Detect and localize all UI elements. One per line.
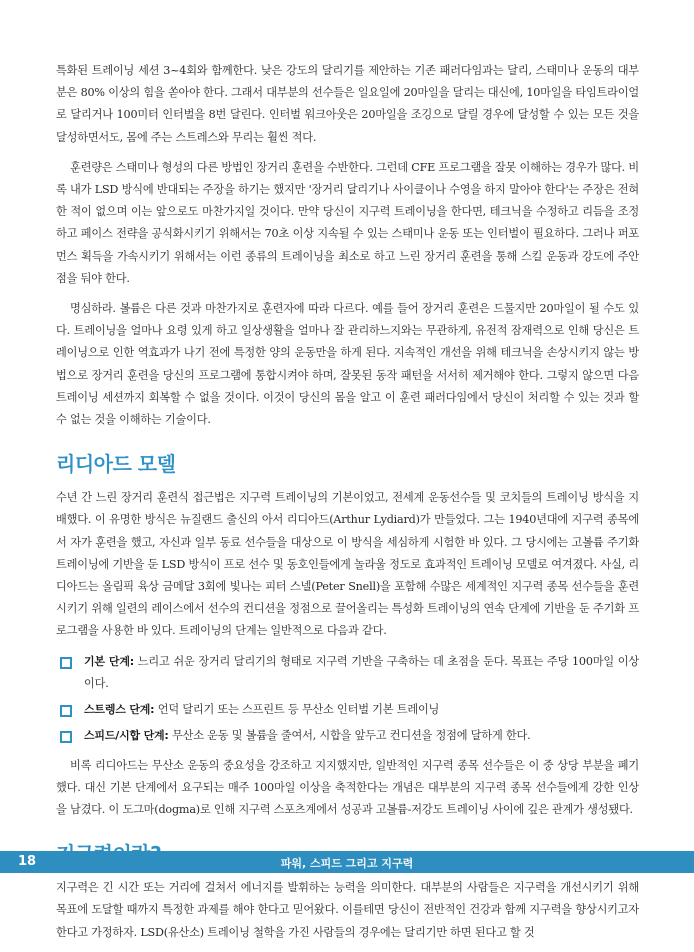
square-bullet-icon: [60, 705, 72, 717]
body-paragraph: 지구력은 긴 시간 또는 거리에 걸쳐서 에너지를 발휘하는 능력을 의미한다. 대부분의 사람들은 지구력을 개선시키기 위해 목표에 도달할 때까지 특정한 과제를 해야 한다고 믿어왔다. 이를테면 당신이 전반적인 건강과 함께 지구력을 향상시키고자 한다고 가정하자. LSD(유산소) 트레이닝 철학을 가진 사람들의 경우에는 달리기만 하면 된다고 할 것: [56, 881, 639, 939]
section-heading-lydiard: 리디아드 모델: [56, 452, 176, 477]
footer-title: 파워, 스피드 그리고 지구력: [280, 857, 414, 870]
list-item: [56, 699, 639, 721]
list-item-text: 무산소 운동 및 볼륨을 줄여서, 시합을 앞두고 컨디션을 정점에 달하게 한다.: [168, 728, 531, 742]
list-item: [56, 651, 639, 695]
body-paragraph: 특화된 트레이닝 세션 3~4회와 함께한다. 낮은 강도의 달리기를 제안하는 기존 패러다임과는 달리, 스태미나 운동의 대부분은 80% 이상의 힘을 쏟아야 한다. 그래서 대부분의 선수들은 일요일에 20마일을 달리는 대신에, 10마일을 타임트라이얼로 달리거나 100미터 인터벌을 8번 달린다. 인터벌 워크아웃은 20마일을 조깅으로 달릴 경우에 달성할 수 있는 모든 것을 달성하면서도, 몸에 주는 스트레스와 무리는 훨씬 적다.: [56, 64, 639, 144]
body-paragraph: 명심하라. 볼륨은 다른 것과 마찬가지로 훈련자에 따라 다르다. 예를 들어 장거리 훈련은 드물지만 20마일이 될 수도 있다. 트레이닝을 얼마나 요령 있게 하고 일상생활을 얼마나 잘 관리하느지와는 무관하게, 유전적 잠재력으로 인해 당신은 트레이닝으로 인한 역효과가 나기 전에 특정한 양의 운동만을 하게 된다. 지속적인 개선을 위해 테크닉을 손상시키지 않는 방법으로 장거리 훈련을 당신의 프로그램에 통합시켜야 하며, 잘못된 동작 패턴을 서서히 제거해야 한다. 그렇지 않으면 다음 트레이닝 세션까지 회복할 수 없을 것이다. 이것이 당신의 몸을 알고 이 훈련 패러다임에서 당신이 처리할 수 있는 것과 할 수 없는 것을 이해하는 기술이다.: [56, 302, 639, 427]
square-bullet-icon: [60, 731, 72, 743]
page-number: 18: [18, 854, 37, 869]
list-item-text: 언덕 달리기 또는 스프린트 등 무산소 인터벌 기본 트레이닝: [154, 702, 440, 716]
body-paragraph: 수년 간 느린 장거리 훈련식 접근법은 지구력 트레이닝의 기본이었고, 전세계 운동선수들 및 코치들의 트레이닝 방식을 지배했다. 이 유명한 방식은 뉴질랜드 출신의 아서 리디아드(Arthur Lydiard)가 만들었다. 그는 1940년대에 지구력 종목에서 자가 훈련을 했고, 자신과 일부 동료 선수들을 대상으로 이 방식을 세심하게 시험한 바 있다. 그 당시에는 고볼륨 주기화 트레이닝에 기반을 둔 LSD 방식이 프로 선수 및 동호인들에게 놀라울 정도로 효과적인 트레이닝 모델로 여겨졌다. 사실, 리디아드는 올림픽 육상 금메달 3회에 빛나는 피터 스넬(Peter Snell)을 포함해 수많은 세계적인 지구력 종목 선수들을 훈련시키기 위해 일련의 레이스에서 선수의 컨디션을 정점으로 끌어올리는 특성화 트레이닝의 연속 단계에 기반을 둔 주기화 프로그램을 사용한 바 있다. 트레이닝의 단계는 일반적으로 다음과 같다.: [56, 491, 639, 638]
square-bullet-icon: [60, 657, 72, 669]
page-footer: [0, 851, 694, 873]
page-content: [56, 60, 639, 952]
list-item-term: 스트렝스 단계:: [84, 702, 155, 716]
list-item: [56, 725, 639, 747]
list-item-term: 기본 단계:: [84, 654, 134, 668]
phase-list: [56, 651, 639, 747]
body-paragraph: 비록 리디아드는 무산소 운동의 중요성을 강조하고 지지했지만, 일반적인 지구력 종목 선수들은 이 중 상당 부분을 폐기했다. 대신 기본 단계에서 요구되는 매주 100마일 이상을 축적한다는 개념은 대부분의 지구력 종목 선수들에게 강한 인상을 남겼다. 이 도그마(dogma)로 인해 지구력 스포츠계에서 성공과 고볼륨-저강도 트레이닝 사이에 깊은 관계가 생성됐다.: [56, 758, 639, 817]
body-paragraph: 훈련량은 스태미나 형성의 다른 방법인 장거리 훈련을 수반한다. 그런데 CFE 프로그램을 잘못 이해하는 경우가 많다. 비록 내가 LSD 방식에 반대되는 주장을 하기는 했지만 '장거리 달리기나 사이클이나 수영을 하지 말아야 한다'는 주장은 전혀 한 적이 없으며 이는 앞으로도 마찬가지일 것이다. 만약 당신이 지구력 트레이닝을 한다면, 테크닉을 수정하고 리듬을 조정하고 페이스 전략을 공식화시키기 위해서는 70초 이상 지속될 수 있는 스태미나 운동 또는 인터벌이 필요하다. 그러나 퍼포먼스 획득을 가속시키기 위해서는 이런 종류의 트레이닝을 최소로 하고 느린 장거리 훈련을 통해 스킬 운동과 강도에 주안점을 둬야 한다.: [56, 160, 639, 285]
list-item-term: 스피드/시합 단계:: [84, 728, 169, 742]
list-item-text: 느리고 쉬운 장거리 달리기의 형태로 지구력 기반을 구축하는 데 초점을 둔다. 목표는 주당 100마일 이상이다.: [84, 654, 639, 690]
